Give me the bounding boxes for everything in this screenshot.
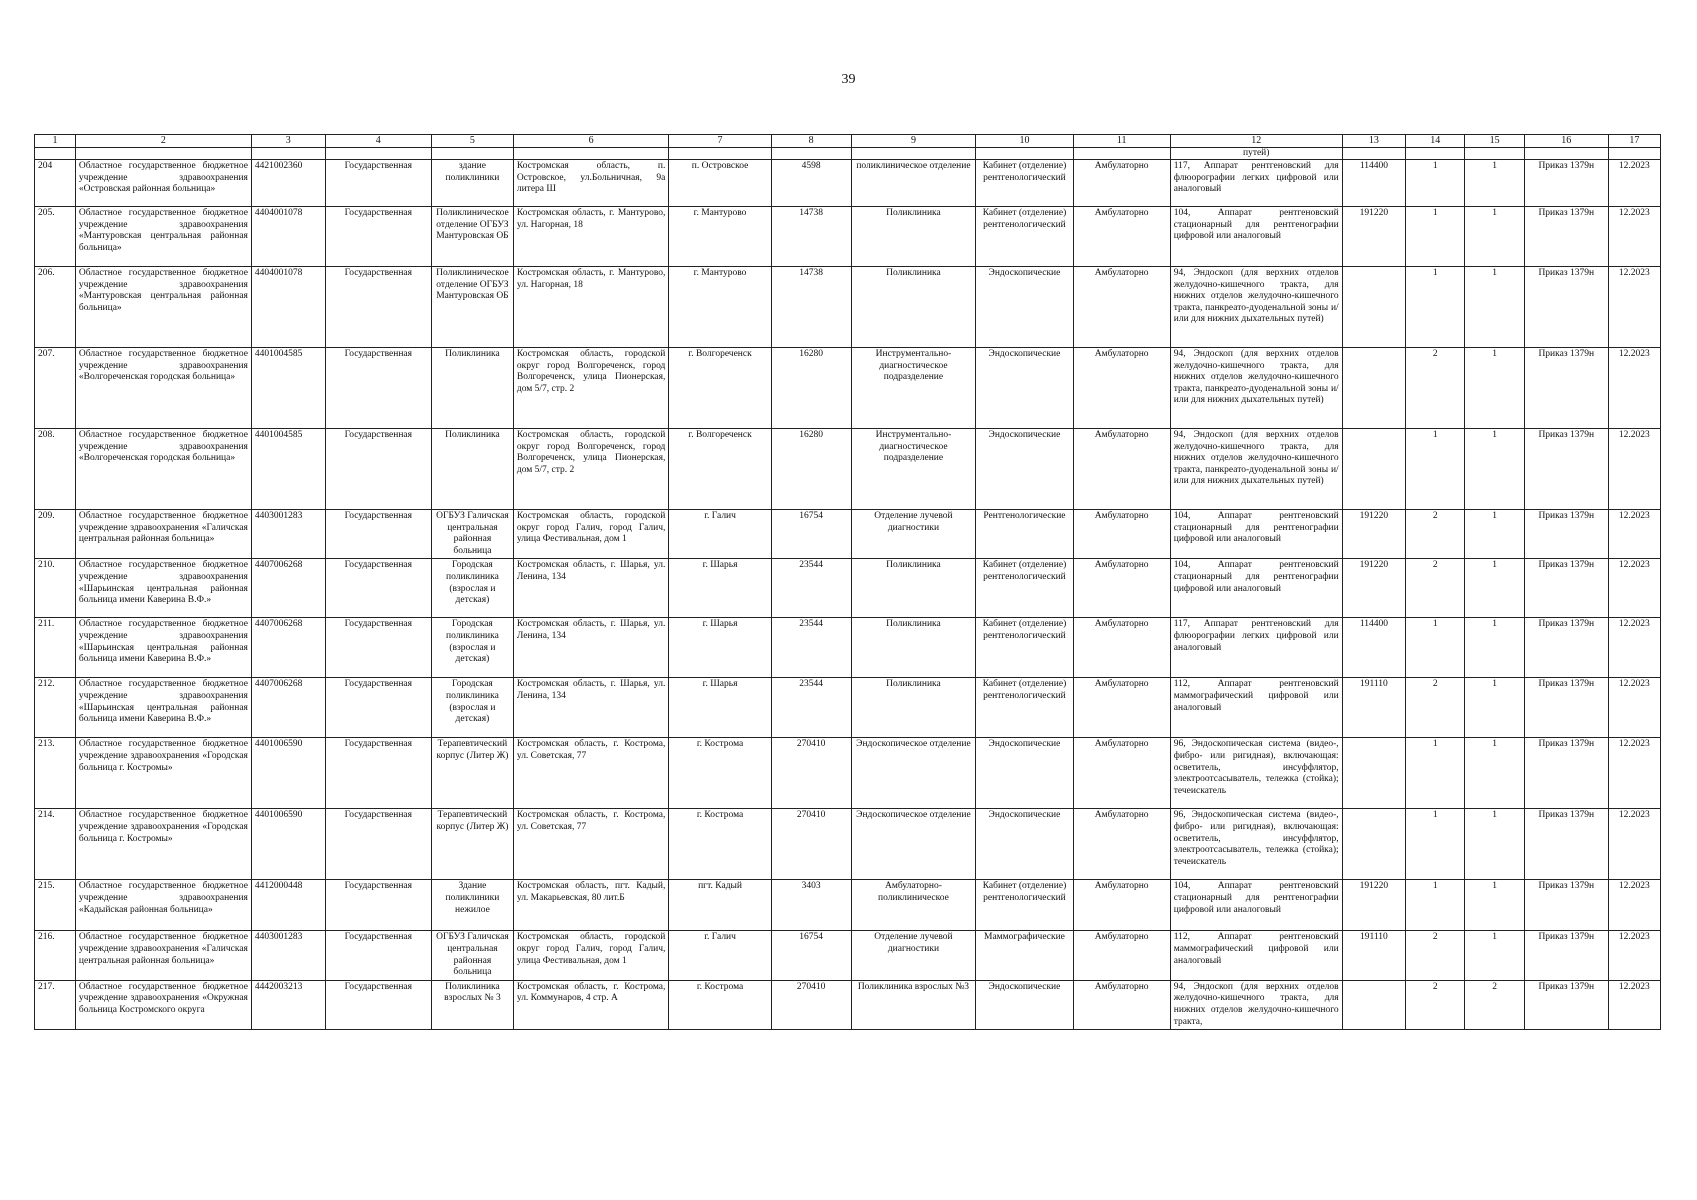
equipment: 96, Эндоскопическая система (видео-, фибро- или ригидная), включающая: осветитель, инсуффлятор, электроотсасыватель, тележка (стойка); течеискатель [1170, 809, 1342, 880]
quantity-col14: 2 [1406, 510, 1465, 559]
inn-code: 4401004585 [251, 429, 325, 510]
equipment-code [1342, 429, 1405, 510]
table-row [35, 980, 1661, 1029]
column-number-row [35, 135, 1661, 148]
care-mode: Амбулаторно [1073, 267, 1170, 348]
address: Костромская область, городской округ город Галич, город Галич, улица Фестивальная, дом 1 [513, 510, 669, 559]
column-header: 4 [325, 135, 431, 148]
equipment-code: 191110 [1342, 678, 1405, 738]
date: 12.2023 [1608, 618, 1660, 678]
care-mode: Амбулаторно [1073, 207, 1170, 267]
unit-type: Эндоскопические [976, 267, 1073, 348]
population: 23544 [771, 618, 851, 678]
building-name: ОГБУЗ Галичская центральная районная больница [432, 931, 514, 980]
population: 270410 [771, 980, 851, 1029]
address: Костромская область, г. Мантурово, ул. Нагорная, 18 [513, 267, 669, 348]
row-number: 207. [35, 348, 76, 429]
column-header: 9 [851, 135, 976, 148]
equipment: 104, Аппарат рентгеновский стационарный для рентгенографии цифровой или аналоговый [1170, 510, 1342, 559]
table-row [35, 738, 1661, 809]
unit-type: Кабинет (отделение) рентгенологический [976, 880, 1073, 931]
quantity-col15: 1 [1465, 880, 1524, 931]
equipment-code [1342, 348, 1405, 429]
order-reference: Приказ 1379н [1524, 160, 1608, 207]
equipment: 117, Аппарат рентгеновский для флюорографии легких цифровой или аналоговый [1170, 160, 1342, 207]
equipment-code: 114400 [1342, 160, 1405, 207]
equipment: 104, Аппарат рентгеновский стационарный для рентгенографии цифровой или аналоговый [1170, 207, 1342, 267]
quantity-col15: 1 [1465, 559, 1524, 618]
quantity-col14: 1 [1406, 160, 1465, 207]
building-name: Поликлиническое отделение ОГБУЗ Мантуровская ОБ [432, 207, 514, 267]
locality: г. Шарья [669, 559, 771, 618]
date: 12.2023 [1608, 880, 1660, 931]
organization-name: Областное государственное бюджетное учреждение здравоохранения «Шарьинская центральная районная больница имени Каверина В.Ф.» [75, 678, 251, 738]
organization-name: Областное государственное бюджетное учреждение здравоохранения «Островская районная больница» [75, 160, 251, 207]
address: Костромская область, г. Кострома, ул. Советская, 77 [513, 738, 669, 809]
address: Костромская область, городской округ город Галич, город Галич, улица Фестивальная, дом 1 [513, 931, 669, 980]
ownership-form: Государственная [325, 809, 431, 880]
organization-name: Областное государственное бюджетное учреждение здравоохранения «Окружная больница Костромского округа [75, 980, 251, 1029]
order-reference: Приказ 1379н [1524, 559, 1608, 618]
population: 14738 [771, 207, 851, 267]
row-number: 210. [35, 559, 76, 618]
quantity-col14: 2 [1406, 559, 1465, 618]
table-row [35, 510, 1661, 559]
order-reference: Приказ 1379н [1524, 980, 1608, 1029]
quantity-col14: 2 [1406, 931, 1465, 980]
building-name: Городская поликлиника (взрослая и детская) [432, 559, 514, 618]
column-header: 12 [1170, 135, 1342, 148]
department: Эндоскопическое отделение [851, 809, 976, 880]
locality: г. Галич [669, 931, 771, 980]
department: Амбулаторно-поликлиническое [851, 880, 976, 931]
quantity-col14: 2 [1406, 980, 1465, 1029]
unit-type: Кабинет (отделение) рентгенологический [976, 160, 1073, 207]
locality: пгт. Кадый [669, 880, 771, 931]
inn-code: 4407006268 [251, 559, 325, 618]
unit-type: Эндоскопические [976, 348, 1073, 429]
column-header: 7 [669, 135, 771, 148]
quantity-col14: 2 [1406, 678, 1465, 738]
quantity-col15: 1 [1465, 429, 1524, 510]
inn-code: 4401006590 [251, 738, 325, 809]
quantity-col14: 1 [1406, 429, 1465, 510]
inn-code: 4401006590 [251, 809, 325, 880]
department: Отделение лучевой диагностики [851, 510, 976, 559]
continuation-text: путей) [1170, 148, 1342, 160]
order-reference: Приказ 1379н [1524, 207, 1608, 267]
unit-type: Кабинет (отделение) рентгенологический [976, 618, 1073, 678]
department: поликлиническое отделение [851, 160, 976, 207]
care-mode: Амбулаторно [1073, 559, 1170, 618]
equipment: 96, Эндоскопическая система (видео-, фибро- или ригидная), включающая: осветитель, инсуффлятор, электроотсасыватель, тележка (стойка); течеискатель [1170, 738, 1342, 809]
column-header: 10 [976, 135, 1073, 148]
inn-code: 4403001283 [251, 510, 325, 559]
care-mode: Амбулаторно [1073, 618, 1170, 678]
table-row [35, 678, 1661, 738]
equipment: 94, Эндоскоп (для верхних отделов желудочно-кишечного тракта, для нижних отделов желудочно-кишечного тракта, панкреато-дуоденальной зоны и/или для нижних дыхательных путей) [1170, 348, 1342, 429]
quantity-col14: 1 [1406, 809, 1465, 880]
date: 12.2023 [1608, 980, 1660, 1029]
unit-type: Кабинет (отделение) рентгенологический [976, 559, 1073, 618]
address: Костромская область, г. Кострома, ул. Коммунаров, 4 стр. А [513, 980, 669, 1029]
equipment-code: 191220 [1342, 510, 1405, 559]
order-reference: Приказ 1379н [1524, 618, 1608, 678]
row-number: 204 [35, 160, 76, 207]
population: 3403 [771, 880, 851, 931]
ownership-form: Государственная [325, 160, 431, 207]
organization-name: Областное государственное бюджетное учреждение здравоохранения «Мантуровская центральная районная больница» [75, 207, 251, 267]
date: 12.2023 [1608, 559, 1660, 618]
building-name: Городская поликлиника (взрослая и детская) [432, 618, 514, 678]
date: 12.2023 [1608, 429, 1660, 510]
ownership-form: Государственная [325, 207, 431, 267]
building-name: Поликлиника [432, 348, 514, 429]
building-name: Поликлиника взрослых № 3 [432, 980, 514, 1029]
table-row [35, 931, 1661, 980]
continuation-row [35, 148, 1661, 160]
row-number: 211. [35, 618, 76, 678]
department: Инструментально-диагностическое подразделение [851, 429, 976, 510]
row-number: 209. [35, 510, 76, 559]
quantity-col15: 1 [1465, 348, 1524, 429]
quantity-col14: 1 [1406, 618, 1465, 678]
equipment: 112, Аппарат рентгеновский маммографический цифровой или аналоговый [1170, 931, 1342, 980]
unit-type: Маммографические [976, 931, 1073, 980]
building-name: Терапевтический корпус (Литер Ж) [432, 738, 514, 809]
population: 270410 [771, 738, 851, 809]
care-mode: Амбулаторно [1073, 931, 1170, 980]
column-header: 15 [1465, 135, 1524, 148]
order-reference: Приказ 1379н [1524, 809, 1608, 880]
care-mode: Амбулаторно [1073, 160, 1170, 207]
department: Эндоскопическое отделение [851, 738, 976, 809]
population: 16280 [771, 348, 851, 429]
ownership-form: Государственная [325, 931, 431, 980]
inn-code: 4404001078 [251, 267, 325, 348]
address: Костромская область, г. Кострома, ул. Советская, 77 [513, 809, 669, 880]
locality: г. Мантурово [669, 267, 771, 348]
organization-name: Областное государственное бюджетное учреждение здравоохранения «Галичская центральная районная больница» [75, 931, 251, 980]
column-header: 13 [1342, 135, 1405, 148]
locality: г. Шарья [669, 678, 771, 738]
ownership-form: Государственная [325, 880, 431, 931]
department: Поликлиника [851, 678, 976, 738]
ownership-form: Государственная [325, 267, 431, 348]
column-header: 16 [1524, 135, 1608, 148]
care-mode: Амбулаторно [1073, 880, 1170, 931]
population: 23544 [771, 678, 851, 738]
date: 12.2023 [1608, 160, 1660, 207]
row-number: 217. [35, 980, 76, 1029]
quantity-col15: 1 [1465, 618, 1524, 678]
organization-name: Областное государственное бюджетное учреждение здравоохранения «Шарьинская центральная районная больница имени Каверина В.Ф.» [75, 559, 251, 618]
population: 270410 [771, 809, 851, 880]
table-row [35, 880, 1661, 931]
address: Костромская область, г. Шарья, ул. Ленина, 134 [513, 678, 669, 738]
date: 12.2023 [1608, 207, 1660, 267]
column-header: 1 [35, 135, 76, 148]
equipment-code: 114400 [1342, 618, 1405, 678]
date: 12.2023 [1608, 738, 1660, 809]
address: Костромская область, г. Шарья, ул. Ленина, 134 [513, 618, 669, 678]
locality: г. Кострома [669, 738, 771, 809]
locality: г. Мантурово [669, 207, 771, 267]
row-number: 206. [35, 267, 76, 348]
department: Инструментально-диагностическое подразделение [851, 348, 976, 429]
quantity-col14: 1 [1406, 207, 1465, 267]
column-header: 2 [75, 135, 251, 148]
inn-code: 4403001283 [251, 931, 325, 980]
organization-name: Областное государственное бюджетное учреждение здравоохранения «Городская больница г. Костромы» [75, 738, 251, 809]
care-mode: Амбулаторно [1073, 678, 1170, 738]
address: Костромская область, г. Шарья, ул. Ленина, 134 [513, 559, 669, 618]
organization-name: Областное государственное бюджетное учреждение здравоохранения «Городская больница г. Костромы» [75, 809, 251, 880]
register-table [34, 134, 1661, 1030]
quantity-col15: 2 [1465, 980, 1524, 1029]
unit-type: Кабинет (отделение) рентгенологический [976, 678, 1073, 738]
unit-type: Эндоскопические [976, 980, 1073, 1029]
date: 12.2023 [1608, 348, 1660, 429]
inn-code: 4401004585 [251, 348, 325, 429]
quantity-col14: 1 [1406, 738, 1465, 809]
inn-code: 4412000448 [251, 880, 325, 931]
locality: г. Кострома [669, 809, 771, 880]
equipment-code: 191220 [1342, 207, 1405, 267]
equipment-code [1342, 980, 1405, 1029]
care-mode: Амбулаторно [1073, 429, 1170, 510]
equipment: 104, Аппарат рентгеновский стационарный для рентгенографии цифровой или аналоговый [1170, 559, 1342, 618]
building-name: здание поликлиники [432, 160, 514, 207]
order-reference: Приказ 1379н [1524, 678, 1608, 738]
table-row [35, 267, 1661, 348]
order-reference: Приказ 1379н [1524, 267, 1608, 348]
department: Отделение лучевой диагностики [851, 931, 976, 980]
equipment-code: 191110 [1342, 931, 1405, 980]
population: 16754 [771, 931, 851, 980]
order-reference: Приказ 1379н [1524, 880, 1608, 931]
column-header: 3 [251, 135, 325, 148]
inn-code: 4407006268 [251, 618, 325, 678]
row-number: 213. [35, 738, 76, 809]
order-reference: Приказ 1379н [1524, 738, 1608, 809]
order-reference: Приказ 1379н [1524, 429, 1608, 510]
organization-name: Областное государственное бюджетное учреждение здравоохранения «Волгореченская городская больница» [75, 348, 251, 429]
date: 12.2023 [1608, 510, 1660, 559]
table-row [35, 809, 1661, 880]
date: 12.2023 [1608, 809, 1660, 880]
locality: г. Шарья [669, 618, 771, 678]
address: Костромская область, городской округ город Волгореченск, город Волгореченск, улица Пионерская, дом 5/7, стр. 2 [513, 429, 669, 510]
quantity-col15: 1 [1465, 267, 1524, 348]
organization-name: Областное государственное бюджетное учреждение здравоохранения «Шарьинская центральная районная больница имени Каверина В.Ф.» [75, 618, 251, 678]
date: 12.2023 [1608, 678, 1660, 738]
inn-code: 4421002360 [251, 160, 325, 207]
care-mode: Амбулаторно [1073, 738, 1170, 809]
equipment-code [1342, 267, 1405, 348]
table-row [35, 429, 1661, 510]
table-row [35, 348, 1661, 429]
organization-name: Областное государственное бюджетное учреждение здравоохранения «Кадыйская районная больница» [75, 880, 251, 931]
locality: г. Волгореченск [669, 348, 771, 429]
quantity-col15: 1 [1465, 160, 1524, 207]
table-row [35, 618, 1661, 678]
table-row [35, 207, 1661, 267]
department: Поликлиника [851, 267, 976, 348]
date: 12.2023 [1608, 267, 1660, 348]
quantity-col15: 1 [1465, 931, 1524, 980]
population: 16754 [771, 510, 851, 559]
unit-type: Эндоскопические [976, 809, 1073, 880]
department: Поликлиника взрослых №3 [851, 980, 976, 1029]
column-header: 8 [771, 135, 851, 148]
ownership-form: Государственная [325, 738, 431, 809]
order-reference: Приказ 1379н [1524, 348, 1608, 429]
quantity-col15: 1 [1465, 738, 1524, 809]
organization-name: Областное государственное бюджетное учреждение здравоохранения «Волгореченская городская больница» [75, 429, 251, 510]
locality: п. Островское [669, 160, 771, 207]
column-header: 6 [513, 135, 669, 148]
locality: г. Галич [669, 510, 771, 559]
row-number: 212. [35, 678, 76, 738]
ownership-form: Государственная [325, 510, 431, 559]
population: 14738 [771, 267, 851, 348]
row-number: 208. [35, 429, 76, 510]
equipment-code: 191220 [1342, 559, 1405, 618]
row-number: 205. [35, 207, 76, 267]
ownership-form: Государственная [325, 429, 431, 510]
building-name: Здание поликлиники нежилое [432, 880, 514, 931]
equipment: 104, Аппарат рентгеновский стационарный для рентгенографии цифровой или аналоговый [1170, 880, 1342, 931]
population: 23544 [771, 559, 851, 618]
care-mode: Амбулаторно [1073, 809, 1170, 880]
organization-name: Областное государственное бюджетное учреждение здравоохранения «Галичская центральная районная больница» [75, 510, 251, 559]
unit-type: Эндоскопические [976, 429, 1073, 510]
quantity-col15: 1 [1465, 207, 1524, 267]
locality: г. Волгореченск [669, 429, 771, 510]
column-header: 14 [1406, 135, 1465, 148]
department: Поликлиника [851, 618, 976, 678]
page-number: 39 [841, 72, 856, 87]
inn-code: 4404001078 [251, 207, 325, 267]
address: Костромская область, пгт. Кадый, ул. Макарьевская, 80 лит.Б [513, 880, 669, 931]
building-name: Поликлиника [432, 429, 514, 510]
equipment-code [1342, 738, 1405, 809]
equipment: 112, Аппарат рентгеновский маммографический цифровой или аналоговый [1170, 678, 1342, 738]
quantity-col14: 2 [1406, 348, 1465, 429]
building-name: Поликлиническое отделение ОГБУЗ Мантуровская ОБ [432, 267, 514, 348]
unit-type: Эндоскопические [976, 738, 1073, 809]
quantity-col15: 1 [1465, 678, 1524, 738]
address: Костромская область, г. Мантурово, ул. Нагорная, 18 [513, 207, 669, 267]
column-header: 17 [1608, 135, 1660, 148]
quantity-col14: 1 [1406, 880, 1465, 931]
column-header: 11 [1073, 135, 1170, 148]
inn-code: 4442003213 [251, 980, 325, 1029]
quantity-col14: 1 [1406, 267, 1465, 348]
unit-type: Рентгенологические [976, 510, 1073, 559]
ownership-form: Государственная [325, 348, 431, 429]
locality: г. Кострома [669, 980, 771, 1029]
ownership-form: Государственная [325, 618, 431, 678]
quantity-col15: 1 [1465, 510, 1524, 559]
table-row [35, 559, 1661, 618]
order-reference: Приказ 1379н [1524, 931, 1608, 980]
address: Костромская область, городской округ город Волгореченск, город Волгореченск, улица Пионерская, дом 5/7, стр. 2 [513, 348, 669, 429]
column-header: 5 [432, 135, 514, 148]
date: 12.2023 [1608, 931, 1660, 980]
unit-type: Кабинет (отделение) рентгенологический [976, 207, 1073, 267]
department: Поликлиника [851, 207, 976, 267]
equipment-code [1342, 809, 1405, 880]
ownership-form: Государственная [325, 559, 431, 618]
organization-name: Областное государственное бюджетное учреждение здравоохранения «Мантуровская центральная районная больница» [75, 267, 251, 348]
row-number: 215. [35, 880, 76, 931]
row-number: 216. [35, 931, 76, 980]
order-reference: Приказ 1379н [1524, 510, 1608, 559]
address: Костромская область, п. Островское, ул.Больничная, 9а литера Ш [513, 160, 669, 207]
equipment-code: 191220 [1342, 880, 1405, 931]
ownership-form: Государственная [325, 980, 431, 1029]
quantity-col15: 1 [1465, 809, 1524, 880]
ownership-form: Государственная [325, 678, 431, 738]
equipment: 94, Эндоскоп (для верхних отделов желудочно-кишечного тракта, для нижних отделов желудочно-кишечного тракта, панкреато-дуоденальной зоны и/или для нижних дыхательных путей) [1170, 267, 1342, 348]
care-mode: Амбулаторно [1073, 510, 1170, 559]
population: 4598 [771, 160, 851, 207]
care-mode: Амбулаторно [1073, 980, 1170, 1029]
table-row [35, 160, 1661, 207]
building-name: Терапевтический корпус (Литер Ж) [432, 809, 514, 880]
equipment: 117, Аппарат рентгеновский для флюорографии легких цифровой или аналоговый [1170, 618, 1342, 678]
department: Поликлиника [851, 559, 976, 618]
equipment: 94, Эндоскоп (для верхних отделов желудочно-кишечного тракта, для нижних отделов желудочно-кишечного тракта, [1170, 980, 1342, 1029]
care-mode: Амбулаторно [1073, 348, 1170, 429]
building-name: ОГБУЗ Галичская центральная районная больница [432, 510, 514, 559]
inn-code: 4407006268 [251, 678, 325, 738]
building-name: Городская поликлиника (взрослая и детская) [432, 678, 514, 738]
equipment: 94, Эндоскоп (для верхних отделов желудочно-кишечного тракта, для нижних отделов желудочно-кишечного тракта, панкреато-дуоденальной зоны и/или для нижних дыхательных путей) [1170, 429, 1342, 510]
row-number: 214. [35, 809, 76, 880]
population: 16280 [771, 429, 851, 510]
